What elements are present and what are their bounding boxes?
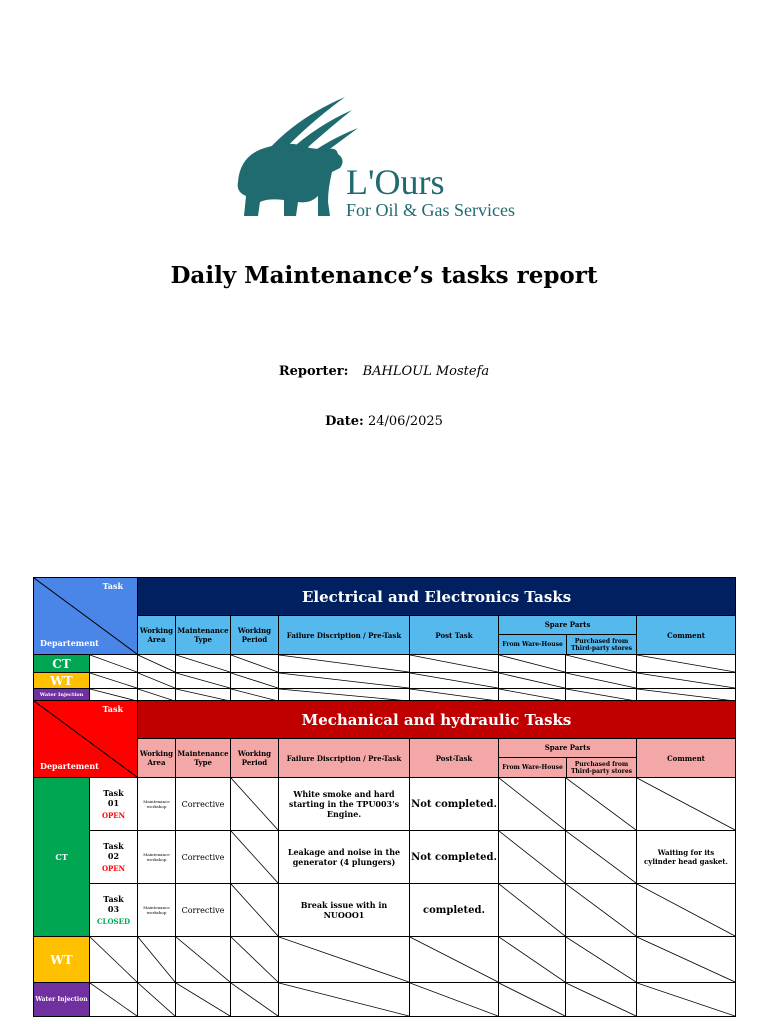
- diagonal-line: [499, 655, 565, 672]
- diagonal-line: [566, 831, 636, 883]
- col-spare-parts: Spare Parts From Ware-House Purchased from Third-party stores: [499, 616, 637, 655]
- diagonal-line: [231, 884, 278, 936]
- dept-water-injection: Water Injection: [34, 983, 90, 1017]
- empty-cell: [499, 937, 566, 983]
- empty-cell: [90, 655, 138, 673]
- col-maintenance-type: Maintenance Type: [176, 739, 231, 778]
- empty-cell: [410, 983, 499, 1017]
- task-cell: Task 03 CLOSED: [90, 884, 138, 937]
- empty-cell: [410, 655, 499, 673]
- post-task-cell: Not completed.: [410, 831, 499, 884]
- status-badge: OPEN: [101, 864, 126, 873]
- col-failure: Failure Discription / Pre-Task: [279, 616, 410, 655]
- table-row: [34, 655, 736, 673]
- table-row: [34, 937, 736, 983]
- diagonal-line: [499, 831, 565, 883]
- diagonal-line: [410, 937, 498, 982]
- empty-cell: [499, 983, 566, 1017]
- empty-cell: [231, 937, 279, 983]
- diagonal-line: [499, 778, 565, 830]
- diagonal-line: [231, 778, 278, 830]
- empty-cell: [176, 655, 231, 673]
- diagonal-line: [138, 673, 175, 688]
- diagonal-line: [410, 983, 498, 1016]
- empty-cell: [231, 884, 279, 937]
- empty-cell: [566, 983, 637, 1017]
- empty-cell: [231, 673, 279, 689]
- col-failure: Failure Discription / Pre-Task: [279, 739, 410, 778]
- maintenance-type-cell: Corrective: [176, 884, 231, 937]
- empty-cell: [231, 778, 279, 831]
- dept-wt: WT: [34, 673, 90, 689]
- report-title: Daily Maintenance’s tasks report: [170, 262, 598, 289]
- table-row: [34, 831, 736, 884]
- empty-cell: [231, 655, 279, 673]
- diagonal-line: [499, 673, 565, 688]
- diagonal-line: [231, 673, 278, 688]
- col-working-period: Working Period: [231, 739, 279, 778]
- working-area-cell: Maintenance workshop: [138, 884, 176, 937]
- empty-cell: [637, 884, 736, 937]
- diagonal-line: [90, 673, 137, 688]
- empty-cell: [279, 983, 410, 1017]
- reporter-name: BAHLOUL Mostefa: [362, 364, 490, 379]
- mechanical-section-title: Mechanical and hydraulic Tasks: [138, 701, 736, 739]
- diagonal-line: [231, 937, 278, 982]
- diagonal-line: [176, 983, 230, 1016]
- col-warehouse: From Ware-House: [499, 758, 567, 777]
- empty-cell: [566, 673, 637, 689]
- date-line: [0, 414, 768, 429]
- task-cell: Task 02 OPEN: [90, 831, 138, 884]
- diagonal-line: [499, 937, 565, 982]
- diagonal-line: [566, 778, 636, 830]
- empty-cell: [138, 983, 176, 1017]
- table-corner: [34, 578, 138, 655]
- diagonal-line: [176, 655, 230, 672]
- dept-wt: WT: [34, 937, 90, 983]
- diagonal-line: [279, 673, 409, 688]
- col-post-task: Post Task: [410, 616, 499, 655]
- col-maintenance-type: Maintenance Type: [176, 616, 231, 655]
- diagonal-line: [566, 655, 636, 672]
- empty-cell: [138, 937, 176, 983]
- empty-cell: [279, 673, 410, 689]
- empty-cell: [499, 778, 566, 831]
- corner-task-label: Task: [102, 581, 123, 591]
- diagonal-line: [279, 983, 409, 1016]
- diagonal-line: [566, 673, 636, 688]
- dept-ct: CT: [34, 655, 90, 673]
- working-area-cell: Maintenance workshop: [138, 831, 176, 884]
- company-logo: [228, 92, 548, 222]
- empty-cell: [90, 983, 138, 1017]
- diagonal-line: [279, 655, 409, 672]
- corner-task-label: Task: [102, 704, 123, 714]
- table-row: [34, 983, 736, 1017]
- col-working-area: Working Area: [138, 616, 176, 655]
- table-row: [34, 884, 736, 937]
- diagonal-line: [637, 655, 735, 672]
- maintenance-type-cell: Corrective: [176, 831, 231, 884]
- empty-cell: [90, 937, 138, 983]
- post-task-cell: completed.: [410, 884, 499, 937]
- empty-cell: [410, 937, 499, 983]
- diagonal-line: [410, 655, 498, 672]
- task-cell: Task 01 OPEN: [90, 778, 138, 831]
- diagonal-line: [637, 937, 735, 982]
- empty-cell: [138, 673, 176, 689]
- diagonal-line: [231, 831, 278, 883]
- diagonal-line: [138, 937, 175, 982]
- comment-cell: Waiting for its cylinder head gasket.: [637, 831, 736, 884]
- diagonal-line: [231, 983, 278, 1016]
- empty-cell: [176, 983, 231, 1017]
- failure-cell: White smoke and hard starting in the TPU003's Engine.: [279, 778, 410, 831]
- col-warehouse: From Ware-House: [499, 635, 567, 654]
- corner-department-label: Departement: [40, 638, 99, 648]
- diagonal-line: [566, 937, 636, 982]
- status-badge: OPEN: [101, 811, 126, 820]
- diagonal-line: [566, 884, 636, 936]
- diagonal-line: [138, 983, 175, 1016]
- diagonal-line: [90, 937, 137, 982]
- svg-text:L'Ours: L'Ours: [346, 162, 445, 202]
- empty-cell: [637, 778, 736, 831]
- diagonal-line: [279, 937, 409, 982]
- dept-water-injection: Water Injection: [34, 689, 90, 702]
- diagonal-line: [231, 655, 278, 672]
- table-corner: [34, 701, 138, 778]
- empty-cell: [499, 655, 566, 673]
- empty-cell: [176, 673, 231, 689]
- col-comment: Comment: [637, 739, 736, 778]
- empty-cell: [138, 655, 176, 673]
- diagonal-line: [410, 673, 498, 688]
- col-post-task: Post-Task: [410, 739, 499, 778]
- empty-cell: [410, 673, 499, 689]
- diagonal-line: [90, 655, 137, 672]
- col-third-party: Purchased from Third-party stores: [570, 760, 633, 775]
- empty-cell: [566, 884, 637, 937]
- diagonal-line: [637, 673, 735, 688]
- empty-cell: [566, 778, 637, 831]
- dept-ct: CT: [34, 778, 90, 937]
- diagonal-line: [637, 884, 735, 936]
- empty-cell: [637, 983, 736, 1017]
- empty-cell: [499, 884, 566, 937]
- empty-cell: [499, 831, 566, 884]
- diagonal-line: [138, 655, 175, 672]
- col-working-area: Working Area: [138, 739, 176, 778]
- empty-cell: [231, 983, 279, 1017]
- date-value: 24/06/2025: [367, 414, 443, 429]
- bear-logo-icon: [228, 92, 548, 222]
- diagonal-line: [176, 937, 230, 982]
- empty-cell: [279, 655, 410, 673]
- failure-cell: Leakage and noise in the generator (4 plungers): [279, 831, 410, 884]
- diagonal-line: [499, 884, 565, 936]
- col-third-party: Purchased from Third-party stores: [570, 637, 633, 652]
- empty-cell: [637, 673, 736, 689]
- col-comment: Comment: [637, 616, 736, 655]
- electrical-section-title: Electrical and Electronics Tasks: [138, 578, 736, 616]
- empty-cell: [499, 673, 566, 689]
- diagonal-line: [566, 983, 636, 1016]
- empty-cell: [566, 937, 637, 983]
- date-label: Date:: [325, 414, 364, 429]
- maintenance-type-cell: Corrective: [176, 778, 231, 831]
- empty-cell: [566, 655, 637, 673]
- col-spare-parts: Spare Parts From Ware-House Purchased from Third-party stores: [499, 739, 637, 778]
- post-task-cell: Not completed.: [410, 778, 499, 831]
- diagonal-line: [637, 983, 735, 1016]
- diagonal-line: [499, 983, 565, 1016]
- diagonal-line: [90, 983, 137, 1016]
- empty-cell: [566, 831, 637, 884]
- corner-department-label: Departement: [40, 761, 99, 771]
- electrical-tasks-table: [33, 577, 736, 702]
- empty-cell: [637, 655, 736, 673]
- mechanical-tasks-table: [33, 700, 736, 1017]
- table-row: [34, 778, 736, 831]
- svg-text:For Oil & Gas Services: For Oil & Gas Services: [346, 200, 515, 220]
- table-row: [34, 673, 736, 689]
- empty-cell: [279, 937, 410, 983]
- reporter-label: Reporter:: [278, 364, 349, 379]
- reporter-line: [0, 364, 768, 379]
- diagonal-line: [637, 778, 735, 830]
- col-working-period: Working Period: [231, 616, 279, 655]
- empty-cell: [637, 937, 736, 983]
- failure-cell: Break issue with in NUOOO1: [279, 884, 410, 937]
- status-badge: CLOSED: [96, 917, 131, 926]
- empty-cell: [90, 673, 138, 689]
- empty-cell: [231, 831, 279, 884]
- empty-cell: [176, 937, 231, 983]
- diagonal-line: [176, 673, 230, 688]
- working-area-cell: Maintenance workshop: [138, 778, 176, 831]
